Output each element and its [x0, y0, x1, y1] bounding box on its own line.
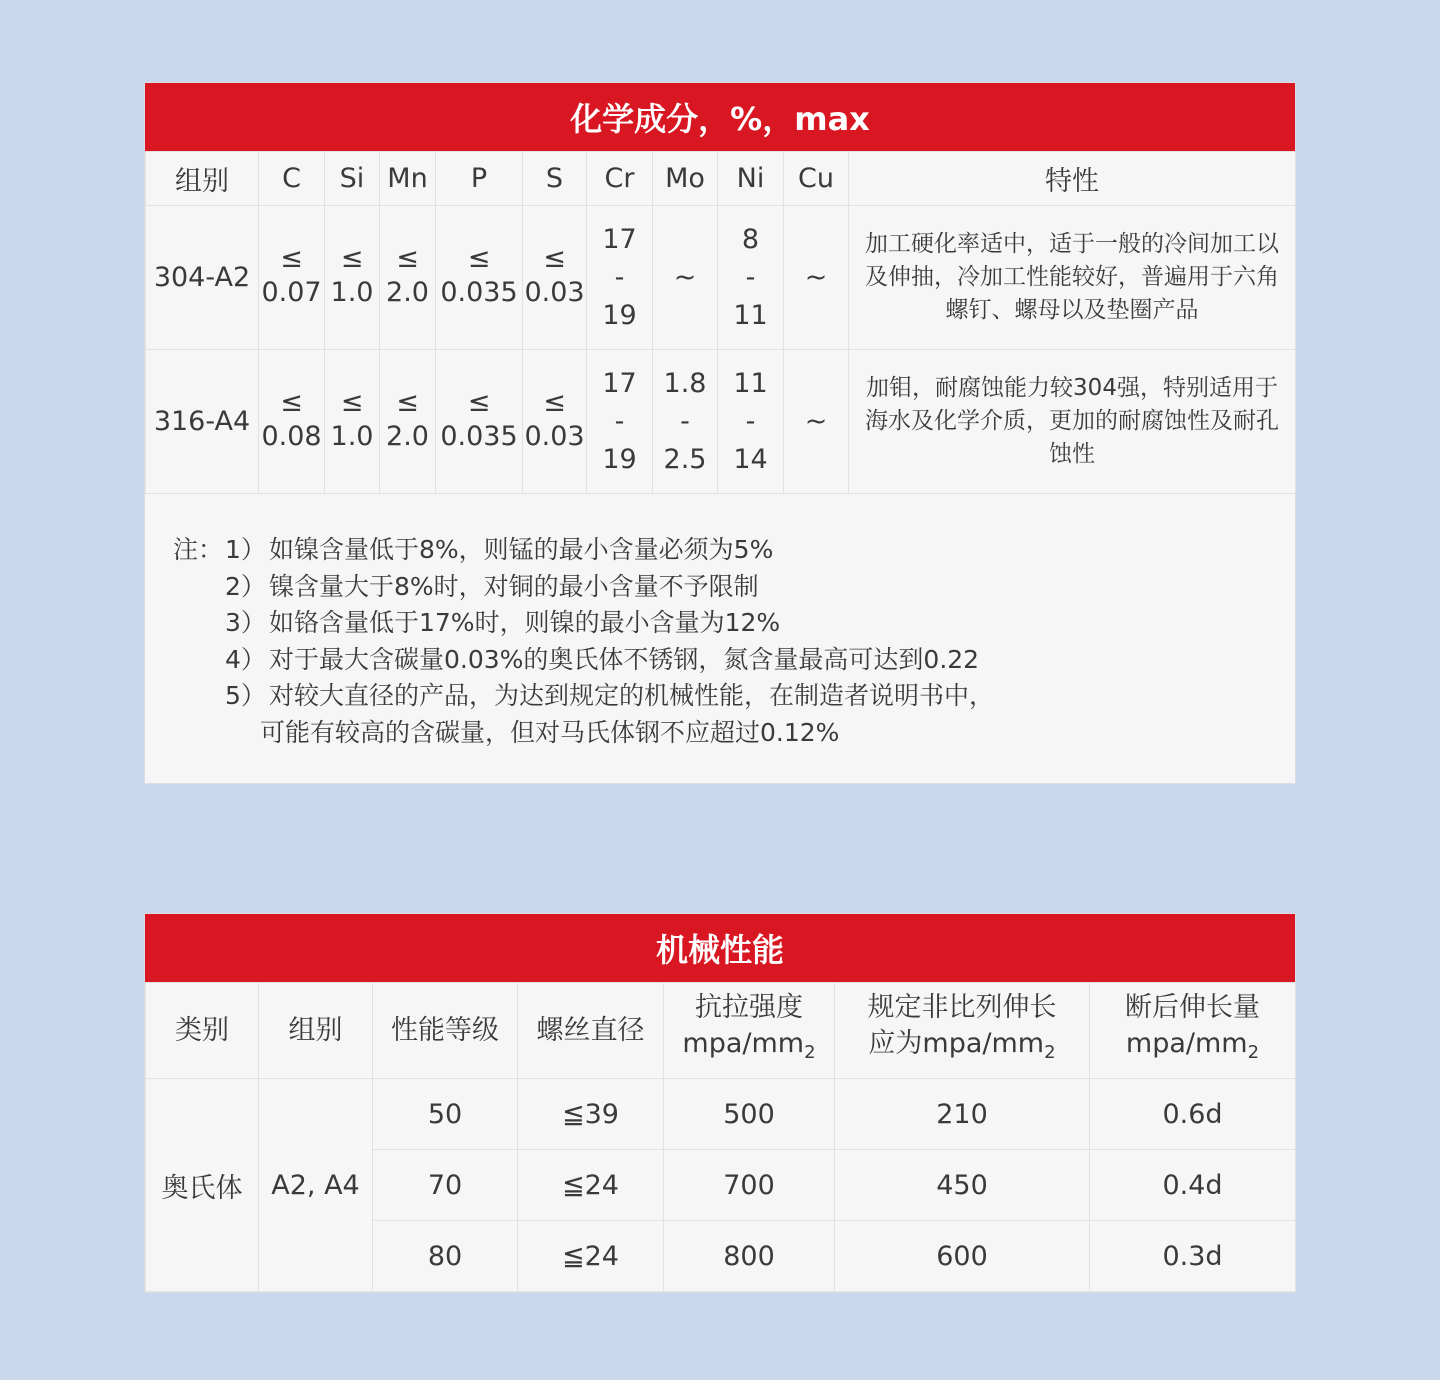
- cu-cell: ~: [784, 350, 849, 494]
- s-cell: ≤ 0.03: [523, 350, 587, 494]
- c-cell: ≤ 0.08: [259, 350, 325, 494]
- mo-cell: ~: [653, 206, 718, 350]
- yield-cell: 210: [835, 1079, 1090, 1150]
- group-cell: 304-A2: [146, 206, 259, 350]
- header-cr: Cr: [587, 152, 653, 206]
- cr-cell: 17 - 19: [587, 206, 653, 350]
- grade-cell: 70: [373, 1150, 518, 1221]
- elongation-cell: 0.4d: [1090, 1150, 1296, 1221]
- cr-cell: 17 - 19: [587, 350, 653, 494]
- table-row: [146, 350, 1296, 494]
- notes-block: [145, 494, 1295, 751]
- header-ni: Ni: [718, 152, 784, 206]
- chemical-composition-panel: [145, 83, 1295, 783]
- tensile-cell: 500: [664, 1079, 835, 1150]
- note-lead: 注：: [173, 535, 224, 564]
- mo-cell: 1.8 - 2.5: [653, 350, 718, 494]
- ni-cell: 8 - 11: [718, 206, 784, 350]
- header-elongation: 断后伸长量 mpa/$mm_2$: [1090, 983, 1296, 1079]
- header-group: 组别: [146, 152, 259, 206]
- header-mo: Mo: [653, 152, 718, 206]
- header-diameter: 螺丝直径: [518, 983, 664, 1079]
- grade-cell: 80: [373, 1221, 518, 1292]
- note-item: 5） 对较大直径的产品，为达到规定的机械性能，在制造者说明书中，: [225, 681, 995, 710]
- tensile-cell: 700: [664, 1150, 835, 1221]
- mechanical-properties-panel: [145, 914, 1295, 1292]
- si-cell: ≤ 1.0: [325, 206, 380, 350]
- table-header-row: [146, 983, 1296, 1079]
- header-grade: 性能等级: [373, 983, 518, 1079]
- elongation-cell: 0.3d: [1090, 1221, 1296, 1292]
- diameter-cell: ≦24: [518, 1221, 664, 1292]
- note-item: 注： 1） 如镍含量低于8%，则锰的最小含量必须为5%: [173, 532, 1295, 569]
- mechanical-properties-table: [145, 982, 1296, 1292]
- mechanical-properties-title: 机械性能: [145, 914, 1295, 982]
- chemical-composition-table: [145, 151, 1296, 494]
- si-cell: ≤ 1.0: [325, 350, 380, 494]
- p-cell: ≤ 0.035: [436, 350, 523, 494]
- property-cell: 加钼，耐腐蚀能力较304强，特别适用于海水及化学介质，更加的耐腐蚀性及耐孔蚀性: [849, 350, 1296, 494]
- header-p: P: [436, 152, 523, 206]
- note-item: 3） 如铬含量低于17%时，则镍的最小含量为12%: [225, 608, 781, 637]
- chemical-composition-title: 化学成分，%，max: [145, 83, 1295, 151]
- elongation-cell: 0.6d: [1090, 1079, 1296, 1150]
- header-c: C: [259, 152, 325, 206]
- header-category: 类别: [146, 983, 259, 1079]
- header-si: Si: [325, 152, 380, 206]
- note-continuation: 可能有较高的含碳量，但对马氏体钢不应超过0.12%: [260, 717, 840, 747]
- c-cell: ≤ 0.07: [259, 206, 325, 350]
- group-cell: 316-A4: [146, 350, 259, 494]
- header-cu: Cu: [784, 152, 849, 206]
- group-cell: A2, A4: [259, 1079, 373, 1292]
- diameter-cell: ≦39: [518, 1079, 664, 1150]
- note-item: 4） 对于最大含碳量0.03%的奥氏体不锈钢，氮含量最高可达到0.22: [225, 644, 980, 674]
- tensile-cell: 800: [664, 1221, 835, 1292]
- yield-cell: 450: [835, 1150, 1090, 1221]
- table-row: [146, 1079, 1296, 1150]
- header-group: 组别: [259, 983, 373, 1079]
- header-tensile: 抗拉强度 mpa/$mm_2$: [664, 983, 835, 1079]
- header-yield: 规定非比列伸长 应为mpa/$mm_2$: [835, 983, 1090, 1079]
- note-item: 2） 镍含量大于8%时，对铜的最小含量不予限制: [225, 571, 759, 601]
- s-cell: ≤ 0.03: [523, 206, 587, 350]
- yield-cell: 600: [835, 1221, 1090, 1292]
- p-cell: ≤ 0.035: [436, 206, 523, 350]
- header-mn: Mn: [380, 152, 436, 206]
- mn-cell: ≤ 2.0: [380, 206, 436, 350]
- diameter-cell: ≦24: [518, 1150, 664, 1221]
- cu-cell: ~: [784, 206, 849, 350]
- grade-cell: 50: [373, 1079, 518, 1150]
- category-cell: 奥氏体: [146, 1079, 259, 1292]
- table-header-row: [146, 152, 1296, 206]
- header-property: 特性: [849, 152, 1296, 206]
- property-cell: 加工硬化率适中，适于一般的冷间加工以及伸抽，冷加工性能较好，普遍用于六角螺钉、螺母以及垫圈产品: [849, 206, 1296, 350]
- mn-cell: ≤ 2.0: [380, 350, 436, 494]
- header-s: S: [523, 152, 587, 206]
- table-row: [146, 206, 1296, 350]
- ni-cell: 11 - 14: [718, 350, 784, 494]
